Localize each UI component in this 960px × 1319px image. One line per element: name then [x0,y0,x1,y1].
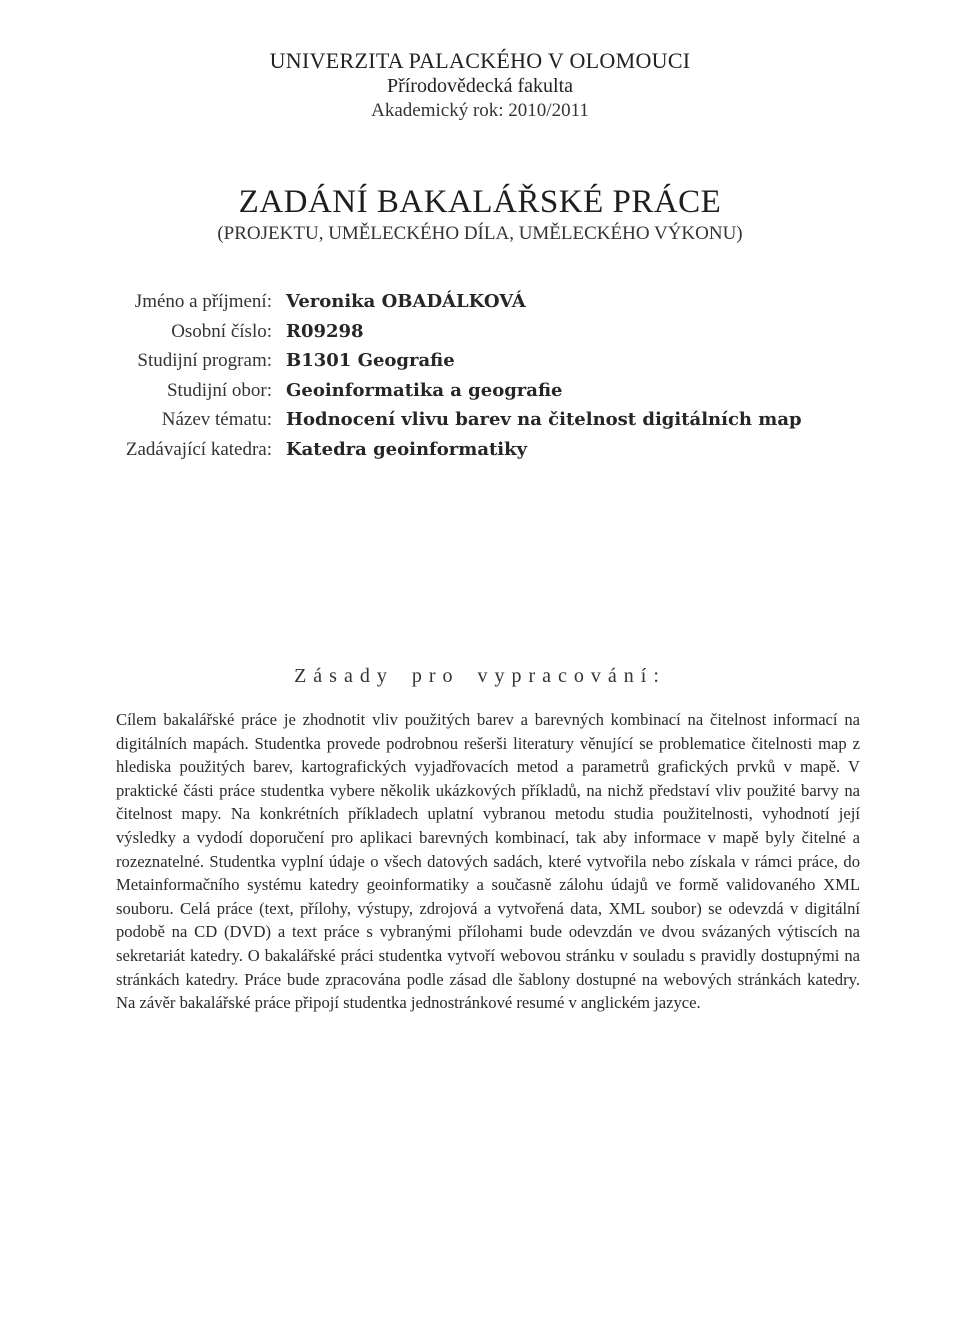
document-subtitle: (PROJEKTU, UMĚLECKÉHO DÍLA, UMĚLECKÉHO VÝKONU) [217,223,743,244]
title-block [0,182,960,246]
academic-year: Akademický rok: 2010/2011 [371,100,589,121]
assignment-text: Cílem bakalářské práce je zhodnotit vliv použitých barev a barevných kombinací na čitelnost informací na digitálních mapách. Studentka provede podrobnou rešerši literatury věnující se problematice čitelnosti map z hlediska použitých barev, kartografických vyjadřovacích metod a parametrů grafických prvků v mapě. V praktické části práce studentka vybere několik ukázkových příkladů, na nichž představí vliv použité barvy na čitelnost mapy. Na konkrétních příkladech uplatní vybranou metodu studia použitelnosti, vyhodnotí její výsledky a vydodí doporučení pro aplikaci barevných kombinací, tak aby informace v mapě byly čitelné a rozeznatelné. Studentka vyplní údaje o všech datových sadách, které vytvořila nebo získala v rámci práce, do Metainformačního systému katedry geoinformatiky a současně zálohu údajů ve formě validovaného XML souboru. Celá práce (text, přílohy, výstupy, zdrojová a vytvořená data, XML soubor) se odevzdá v digitální podobě na CD (DVD) a text práce s vybranými přílohami bude odevzdán ve dvou svázaných výtiscích na sekretariát katedry. O bakalářské práci studentka vytvoří webovou stránku v souladu s pravidly dostupnými na stránkách katedry. Práce bude zpracována podle zásad dle šablony dostupné na webových stránkách katedry. Na závěr bakalářské práce připojí studentka jednostránkové resumé v anglickém jazyce. [116,710,860,1013]
info-value: B1301 Geografie [286,350,455,371]
info-row-personal-number [100,321,860,351]
info-row-study-program [100,350,860,380]
university-name: UNIVERZITA PALACKÉHO V OLOMOUCI [269,48,691,73]
document-header [0,48,960,124]
section-heading-word: vypracování: [477,665,666,687]
info-value: R09298 [286,320,364,342]
info-row-department [100,439,860,469]
info-value: Katedra geoinformatiky [286,438,528,460]
info-row-name [100,291,860,321]
section-heading-word: pro [411,665,460,687]
info-label: Jméno a příjmení: [134,291,272,312]
info-value: Veronika OBADÁLKOVÁ [286,291,526,312]
info-label: Studijní program: [137,350,272,371]
faculty-name: Přírodovědecká fakulta [386,75,574,97]
info-label: Osobní číslo: [171,320,272,342]
section-heading [0,665,960,688]
info-label: Název tématu: [161,409,272,430]
info-value: Hodnocení vlivu barev na čitelnost digitálních map [286,409,802,430]
info-row-topic [100,409,860,439]
document-title: ZADÁNÍ BAKALÁŘSKÉ PRÁCE [238,184,722,220]
info-row-study-field [100,380,860,410]
section-heading-word: Zásady [294,665,394,687]
info-label: Studijní obor: [166,379,272,401]
info-value: Geoinformatika a geografie [286,379,563,401]
student-info [100,291,860,468]
info-label: Zadávající katedra: [125,438,272,460]
